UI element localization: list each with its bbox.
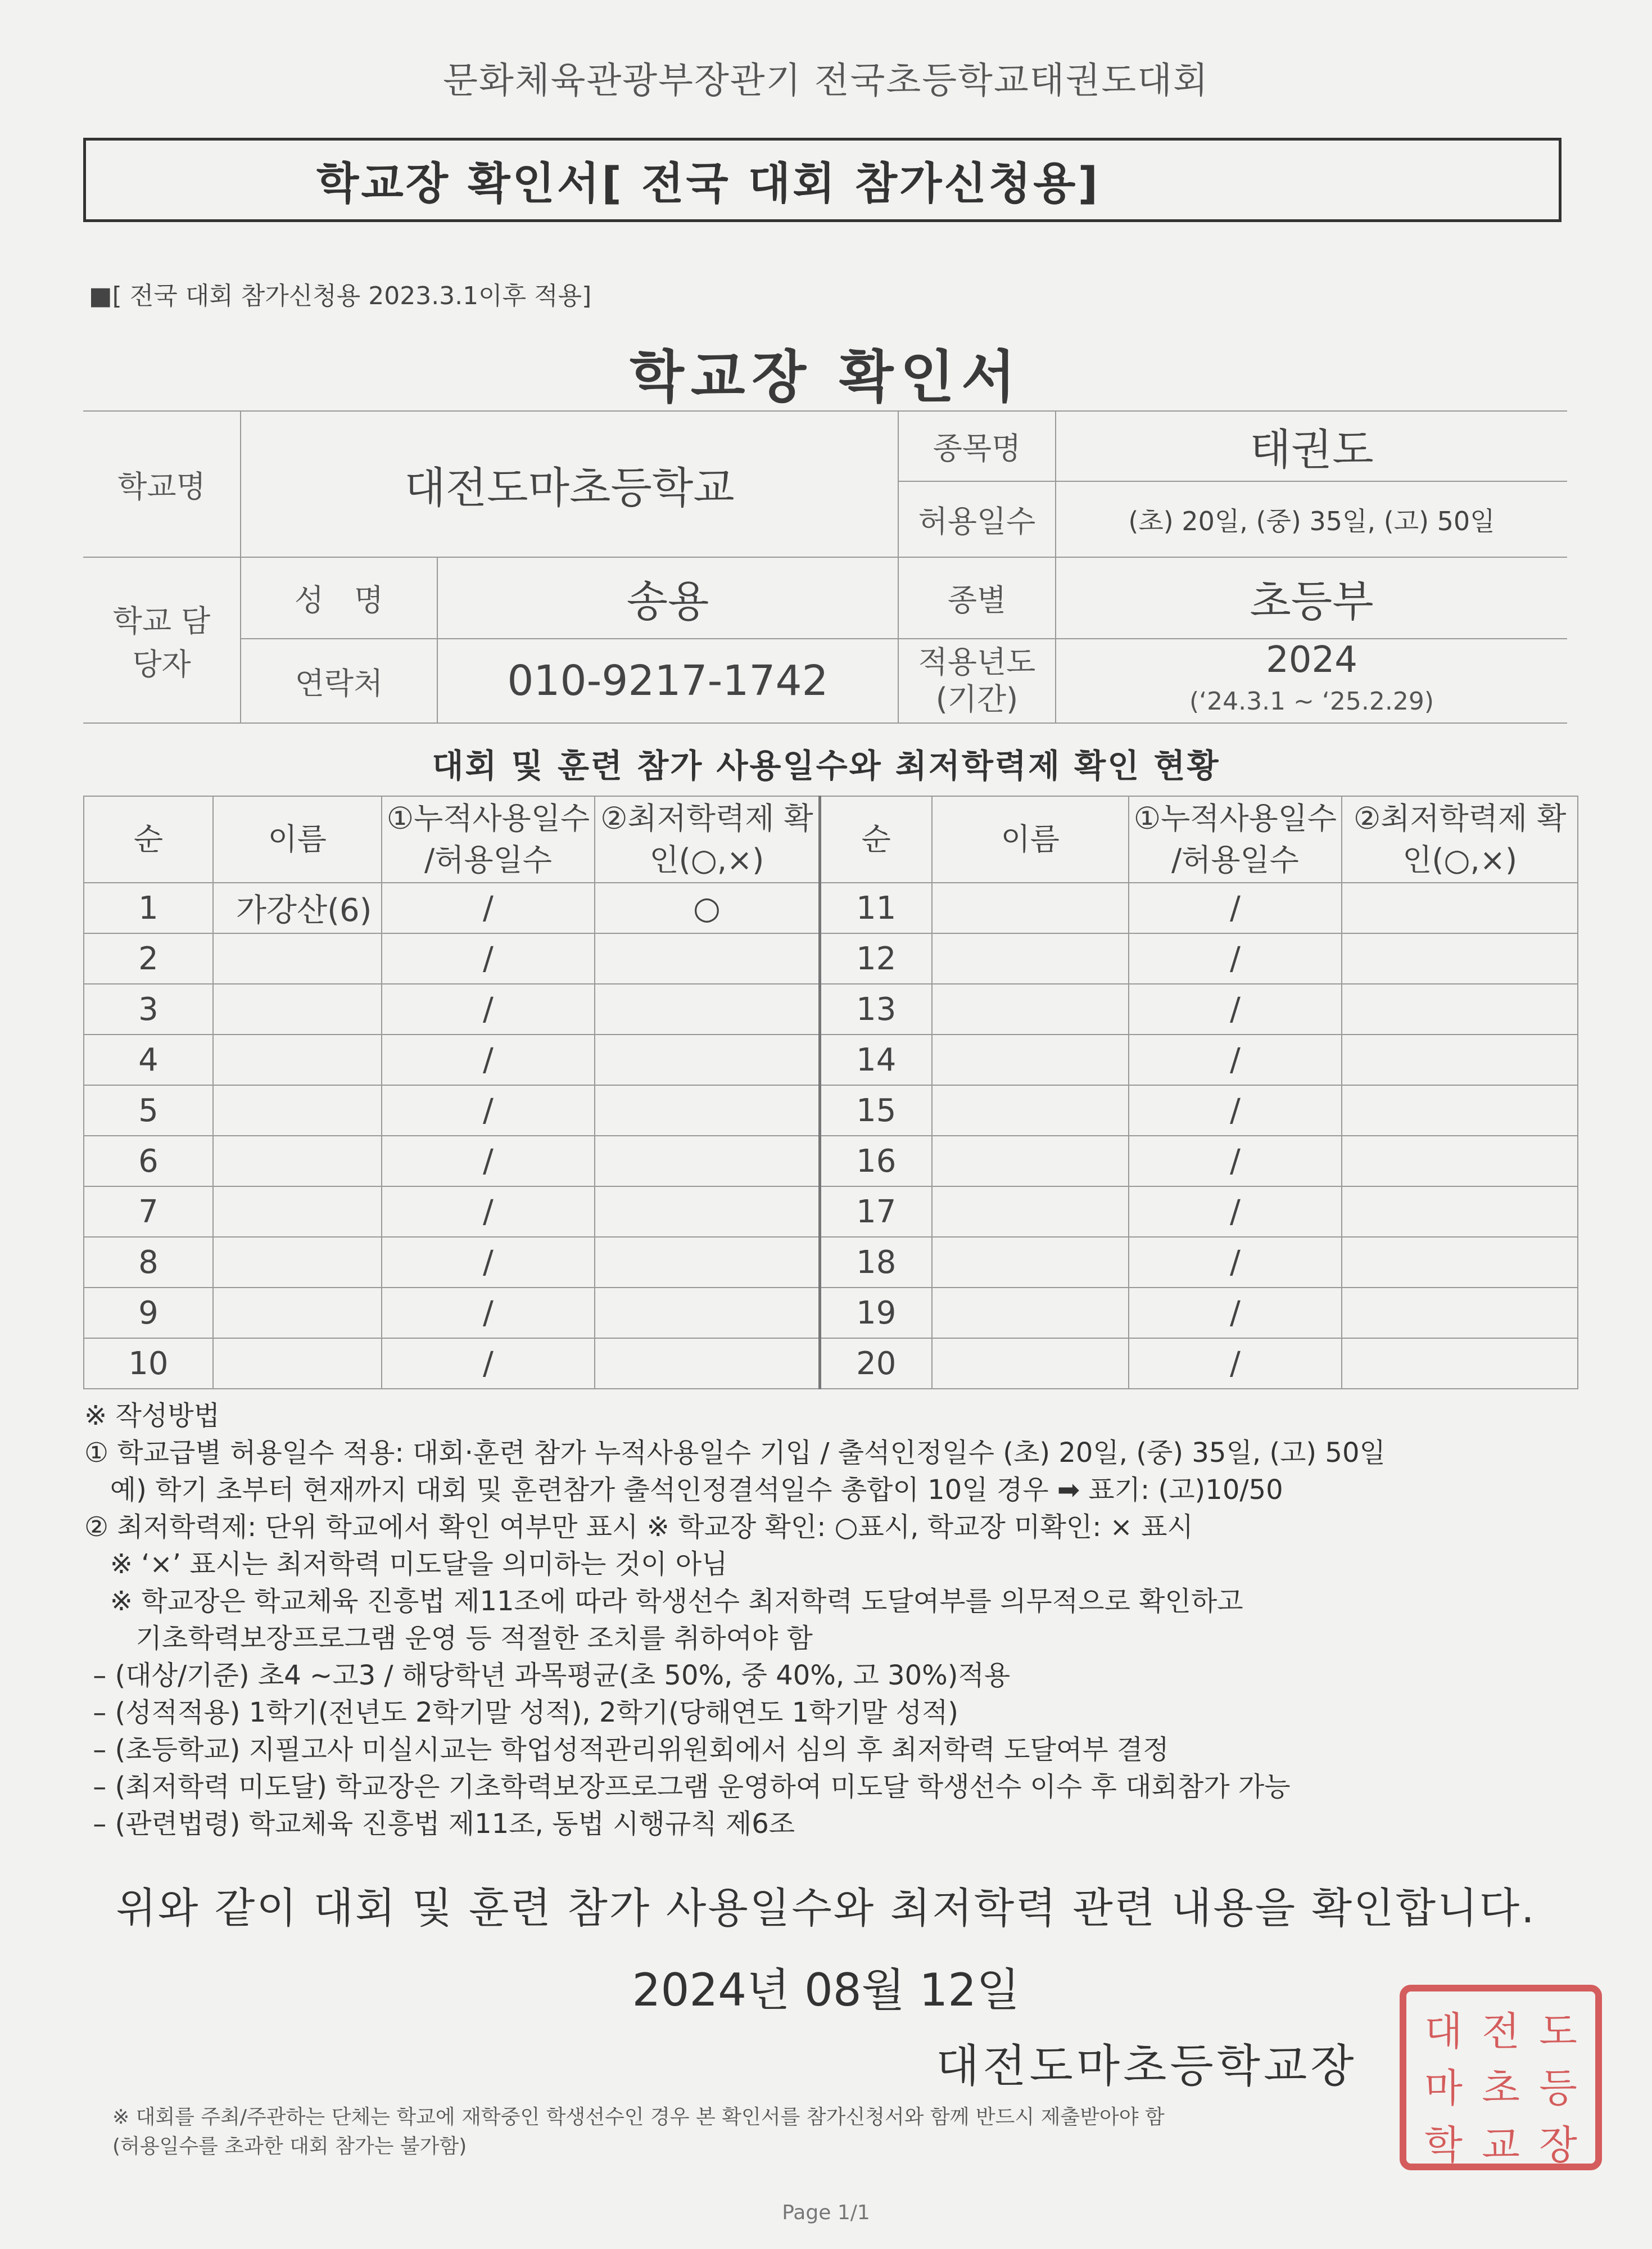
order-header-left: 순: [84, 796, 213, 883]
instruction-line: – (대상/기준) 초4 ~고3 / 해당학년 과목평균(초 50%, 중 40%, 고 30%)적용: [84, 1660, 1011, 1691]
achievement-check: [595, 1085, 820, 1136]
achievement-check: [595, 1237, 820, 1288]
achievement-check: [595, 984, 820, 1035]
athlete-name: [213, 1237, 382, 1288]
document-title-box: [83, 138, 1562, 222]
confirm-header-right: ②최저학력제 확인(○,×): [1342, 796, 1578, 883]
row-number: 15: [820, 1085, 932, 1136]
seal-glyph: 장: [1539, 2122, 1577, 2168]
days-used: /: [1129, 1136, 1342, 1186]
days-header-right: ①누적사용일수 /허용일수: [1129, 796, 1342, 883]
seal-glyph: 교: [1482, 2122, 1520, 2168]
instruction-line: ※ 작성방법: [84, 1400, 220, 1431]
athlete-name: [932, 1035, 1129, 1085]
athlete-name: [213, 1085, 382, 1136]
instruction-line: 기초학력보장프로그램 운영 등 적절한 조치를 취하여야 함: [84, 1623, 813, 1654]
athlete-name: [932, 1085, 1129, 1136]
table-row: [84, 1237, 1578, 1288]
row-number: 9: [84, 1288, 213, 1338]
achievement-check: [1342, 1338, 1578, 1389]
school-manager-label: [83, 557, 241, 723]
table-row: [84, 1136, 1578, 1186]
row-number: 20: [820, 1338, 932, 1389]
row-number: 7: [84, 1186, 213, 1237]
athlete-name: [932, 984, 1129, 1035]
athlete-name: [932, 933, 1129, 984]
row-number: 1: [84, 883, 213, 933]
row-number: 17: [820, 1186, 932, 1237]
row-number: 6: [84, 1136, 213, 1186]
days-used: /: [382, 984, 595, 1035]
footnote: [112, 2103, 1165, 2161]
instruction-line: – (성적적용) 1학기(전년도 2학기말 성적), 2학기(당해연도 1학기말 성적): [84, 1697, 959, 1728]
school-manager-label-text: 학교 담당자: [112, 603, 211, 682]
days-used: /: [382, 1085, 595, 1136]
achievement-check: [1342, 1035, 1578, 1085]
achievement-check: [595, 1035, 820, 1085]
row-number: 19: [820, 1288, 932, 1338]
apply-year-label-line1: 적용년도: [918, 644, 1036, 680]
days-header-left: ①누적사용일수 /허용일수: [382, 796, 595, 883]
event-label: 종목명: [898, 411, 1056, 481]
days-used: /: [382, 1186, 595, 1237]
seal-glyph: 전: [1482, 2008, 1520, 2054]
achievement-check: [1342, 1136, 1578, 1186]
days-used: /: [382, 1288, 595, 1338]
row-number: 11: [820, 883, 932, 933]
days-used: /: [1129, 984, 1342, 1035]
athlete-name: [932, 1186, 1129, 1237]
achievement-check: [595, 1288, 820, 1338]
seal-glyph: 초: [1482, 2065, 1520, 2111]
instruction-line: – (관련법령) 학교체육 진흥법 제11조, 동법 시행규칙 제6조: [84, 1808, 795, 1840]
achievement-check: [1342, 883, 1578, 933]
applicability-notice: ■[ 전국 대회 참가신청용 2023.3.1이후 적용]: [89, 282, 592, 310]
table-row: [84, 883, 1578, 933]
achievement-check: [1342, 933, 1578, 984]
division-value: 초등부: [1056, 557, 1567, 639]
official-seal: [1400, 1985, 1602, 2170]
athlete-name: [932, 1288, 1129, 1338]
instruction-line: 예) 학기 초부터 현재까지 대회 및 훈련참가 출석인정결석일수 총합이 10일 경우 ➡ 표기: (고)10/50: [84, 1474, 1283, 1506]
days-used: /: [382, 1237, 595, 1288]
footnote-line-1: ※ 대회를 주최/주관하는 단체는 학교에 재학중인 학생선수인 경우 본 확인서를 참가신청서와 함께 반드시 제출받아야 함: [112, 2106, 1165, 2129]
days-used: /: [1129, 883, 1342, 933]
days-used: /: [1129, 1035, 1342, 1085]
days-used: /: [382, 933, 595, 984]
seal-glyph: 마: [1424, 2065, 1463, 2111]
days-used: /: [1129, 1085, 1342, 1136]
days-used: /: [1129, 1338, 1342, 1389]
athlete-name: [213, 1288, 382, 1338]
apply-period: (‘24.3.1 ~ ‘25.2.29): [1189, 687, 1434, 716]
issue-date: 2024년 08월 12일: [632, 1964, 1020, 2016]
athlete-name: [932, 883, 1129, 933]
table-row: [84, 1085, 1578, 1136]
page-number: Page 1/1: [782, 2201, 870, 2224]
instructions: [84, 1397, 1579, 1842]
seal-glyph: 등: [1539, 2065, 1577, 2111]
row-number: 5: [84, 1085, 213, 1136]
athlete-name: [932, 1338, 1129, 1389]
row-number: 2: [84, 933, 213, 984]
row-number: 16: [820, 1136, 932, 1186]
name-header-right: 이름: [932, 796, 1129, 883]
contact-label: 연락처: [241, 639, 437, 723]
form-title: 학교장 확인서: [630, 344, 1022, 410]
row-number: 18: [820, 1237, 932, 1288]
allowed-days-label: 허용일수: [898, 481, 1056, 557]
confirmation-statement: 위와 같이 대회 및 훈련 참가 사용일수와 최저학력 관련 내용을 확인합니다.: [116, 1884, 1536, 1932]
table-row: [84, 1338, 1578, 1389]
row-number: 3: [84, 984, 213, 1035]
table-row: [84, 933, 1578, 984]
manager-name-value: 송용: [437, 557, 898, 639]
allowed-days-value: (초) 20일, (중) 35일, (고) 50일: [1056, 481, 1567, 557]
confirm-header-left: ②최저학력제 확인(○,×): [595, 796, 820, 883]
achievement-check: [595, 1186, 820, 1237]
apply-year: 2024: [1266, 639, 1357, 681]
athlete-name: [213, 1338, 382, 1389]
athlete-name: [213, 984, 382, 1035]
achievement-check: [595, 1136, 820, 1186]
table-row: [84, 1186, 1578, 1237]
info-table: [83, 410, 1567, 724]
footnote-line-2: (허용일수를 초과한 대회 참가는 불가함): [112, 2135, 467, 2158]
seal-glyph: 도: [1539, 2008, 1577, 2054]
row-number: 13: [820, 984, 932, 1035]
manager-name-label: 성 명: [241, 557, 437, 639]
table-row: [84, 1035, 1578, 1085]
row-number: 14: [820, 1035, 932, 1085]
days-used: /: [382, 1035, 595, 1085]
athlete-name: 가강산(6): [213, 883, 382, 933]
athlete-name: [213, 933, 382, 984]
table-row: [84, 984, 1578, 1035]
instruction-line: – (최저학력 미도달) 학교장은 기초학력보장프로그램 운영하여 미도달 학생선수 이수 후 대회참가 가능: [84, 1771, 1291, 1803]
apply-year-label-line2: (기간): [935, 681, 1019, 717]
usage-section-title: 대회 및 훈련 참가 사용일수와 최저학력제 확인 현황: [432, 747, 1220, 785]
order-header-right: 순: [820, 796, 932, 883]
seal-glyph: 대: [1424, 2008, 1463, 2054]
instruction-line: ※ 학교장은 학교체육 진흥법 제11조에 따라 학생선수 최저학력 도달여부를 의무적으로 확인하고: [84, 1586, 1243, 1617]
days-used: /: [1129, 1288, 1342, 1338]
days-used: /: [1129, 1186, 1342, 1237]
name-header-left: 이름: [213, 796, 382, 883]
athlete-name: [932, 1136, 1129, 1186]
event-value: 태권도: [1056, 411, 1567, 481]
usage-table: [83, 796, 1578, 1389]
row-number: 4: [84, 1035, 213, 1085]
achievement-check: [1342, 1288, 1578, 1338]
school-name-value: 대전도마초등학교: [241, 411, 898, 557]
division-label: 종별: [898, 557, 1056, 639]
seal-glyph: 학: [1424, 2122, 1463, 2168]
document-title: 학교장 확인서[ 전국 대회 참가신청용]: [316, 159, 1101, 209]
instruction-line: ① 학교급별 허용일수 적용: 대회·훈련 참가 누적사용일수 기입 / 출석인정일수 (초) 20일, (중) 35일, (고) 50일: [84, 1437, 1386, 1469]
apply-year-label: [898, 639, 1056, 723]
athlete-name: [213, 1186, 382, 1237]
athlete-name: [213, 1136, 382, 1186]
days-used: /: [382, 1338, 595, 1389]
achievement-check: [595, 933, 820, 984]
document-header: 문화체육관광부장관기 전국초등학교태권도대회: [443, 60, 1209, 102]
row-number: 12: [820, 933, 932, 984]
instruction-line: ※ ‘×’ 표시는 최저학력 미도달을 의미하는 것이 아님: [84, 1548, 728, 1580]
achievement-check: ○: [595, 883, 820, 933]
athlete-name: [932, 1237, 1129, 1288]
achievement-check: [1342, 1085, 1578, 1136]
contact-value: 010-9217-1742: [437, 639, 898, 723]
table-row: [84, 1288, 1578, 1338]
instruction-line: – (초등학교) 지필고사 미실시교는 학업성적관리위원회에서 심의 후 최저학력 도달여부 결정: [84, 1734, 1169, 1765]
principal-signature-line: 대전도마초등학교장: [936, 2040, 1357, 2092]
row-number: 8: [84, 1237, 213, 1288]
achievement-check: [1342, 1237, 1578, 1288]
achievement-check: [595, 1338, 820, 1389]
days-used: /: [1129, 933, 1342, 984]
row-number: 10: [84, 1338, 213, 1389]
days-used: /: [382, 1136, 595, 1186]
school-name-label: 학교명: [83, 411, 241, 557]
apply-year-value: [1056, 639, 1567, 723]
athlete-name: [213, 1035, 382, 1085]
achievement-check: [1342, 984, 1578, 1035]
days-used: /: [382, 883, 595, 933]
instruction-line: ② 최저학력제: 단위 학교에서 확인 여부만 표시 ※ 학교장 확인: ○표시, 학교장 미확인: × 표시: [84, 1511, 1193, 1543]
achievement-check: [1342, 1186, 1578, 1237]
days-used: /: [1129, 1237, 1342, 1288]
